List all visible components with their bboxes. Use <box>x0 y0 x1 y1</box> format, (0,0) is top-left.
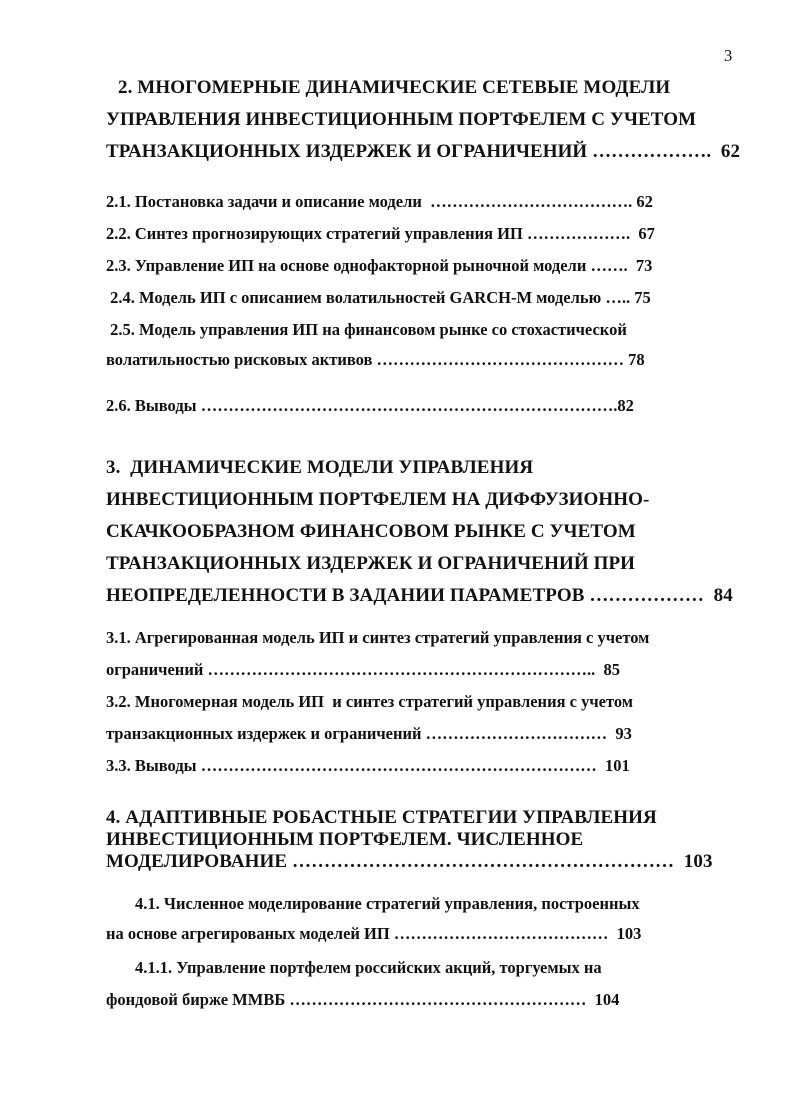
toc-chapter-2-title-line-1: 2. МНОГОМЕРНЫЕ ДИНАМИЧЕСКИЕ СЕТЕВЫЕ МОДЕЛИ <box>118 77 671 98</box>
toc-section-2-3: 2.3. Управление ИП на основе однофакторной рыночной модели ……. 73 <box>106 256 653 275</box>
toc-chapter-3-title-line-3: СКАЧКООБРАЗНОМ ФИНАНСОВОМ РЫНКЕ С УЧЕТОМ <box>106 521 636 542</box>
toc-section-3-1-line-2: ограничений …………………………………………………………….. 85 <box>106 660 620 679</box>
toc-section-3-2-line-2: транзакционных издержек и ограничений …………………………… 93 <box>106 724 632 743</box>
toc-section-2-1: 2.1. Постановка задачи и описание модели ………………………………. 62 <box>106 192 653 211</box>
toc-section-4-1-line-2: на основе агрегированых моделей ИП ………………………………… 103 <box>106 924 642 943</box>
toc-chapter-3-title-line-1: 3. ДИНАМИЧЕСКИЕ МОДЕЛИ УПРАВЛЕНИЯ <box>106 457 534 478</box>
toc-chapter-3-title-line-5: НЕОПРЕДЕЛЕННОСТИ В ЗАДАНИИ ПАРАМЕТРОВ ……………… 84 <box>106 585 733 606</box>
toc-section-2-6: 2.6. Выводы ………………………………………………………………….82 <box>106 396 634 415</box>
toc-section-3-3: 3.3. Выводы ……………………………………………………………… 101 <box>106 756 630 775</box>
toc-chapter-2-title-line-2: УПРАВЛЕНИЯ ИНВЕСТИЦИОННЫМ ПОРТФЕЛЕМ С УЧЕТОМ <box>106 109 697 130</box>
toc-chapter-4-title-line-1: 4. АДАПТИВНЫЕ РОБАСТНЫЕ СТРАТЕГИИ УПРАВЛЕНИЯ <box>106 807 657 828</box>
toc-section-2-2: 2.2. Синтез прогнозирующих стратегий управления ИП ………………. 67 <box>106 224 655 243</box>
toc-chapter-3-title-line-4: ТРАНЗАКЦИОННЫХ ИЗДЕРЖЕК И ОГРАНИЧЕНИЙ ПРИ <box>106 553 636 574</box>
toc-chapter-2-title-line-3: ТРАНЗАКЦИОННЫХ ИЗДЕРЖЕК И ОГРАНИЧЕНИЙ ………………. 62 <box>106 141 741 162</box>
toc-section-2-4: 2.4. Модель ИП с описанием волатильностей GARCH-M моделью ….. 75 <box>106 288 651 307</box>
toc-section-3-2-line-1: 3.2. Многомерная модель ИП и синтез стратегий управления с учетом <box>106 692 634 711</box>
toc-chapter-3-title-line-2: ИНВЕСТИЦИОННЫМ ПОРТФЕЛЕМ НА ДИФФУЗИОННО- <box>106 489 650 510</box>
toc-chapter-4-title-line-3: МОДЕЛИРОВАНИЕ …………………………………………………… 103 <box>106 851 713 872</box>
toc-section-4-1-1-line-2: фондовой бирже ММВБ ……………………………………………… 104 <box>106 990 620 1009</box>
toc-section-2-5-line-1: 2.5. Модель управления ИП на финансовом рынке со стохастической <box>106 320 627 339</box>
page-number: 3 <box>724 46 733 65</box>
toc-section-2-5-line-2: волатильностью рисковых активов ……………………………………… 78 <box>106 350 645 369</box>
toc-section-3-1-line-1: 3.1. Агрегированная модель ИП и синтез стратегий управления с учетом <box>106 628 650 647</box>
toc-chapter-4-title-line-2: ИНВЕСТИЦИОННЫМ ПОРТФЕЛЕМ. ЧИСЛЕННОЕ <box>106 829 584 850</box>
toc-section-4-1-1-line-1: 4.1.1. Управление портфелем российских акций, торгуемых на <box>135 958 602 977</box>
toc-section-4-1-line-1: 4.1. Численное моделирование стратегий управления, построенных <box>135 894 640 913</box>
